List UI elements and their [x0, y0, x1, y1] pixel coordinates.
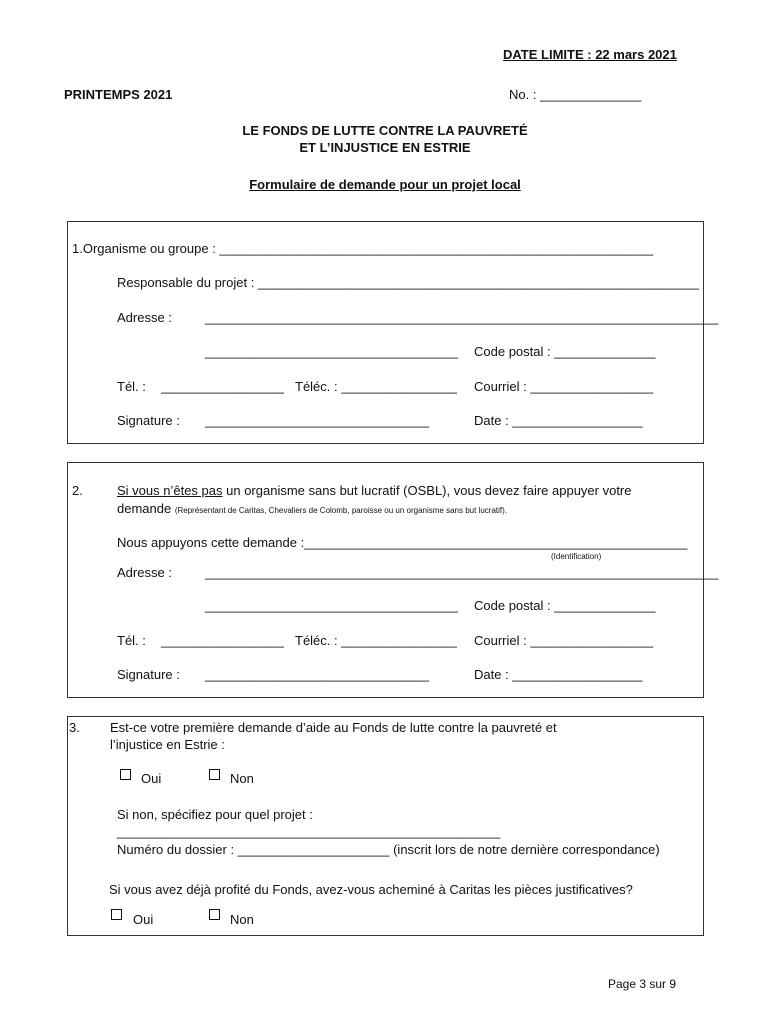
- justification-yes-checkbox[interactable]: [111, 909, 122, 920]
- document-title-line1: LE FONDS DE LUTTE CONTRE LA PAUVRETÉ: [242, 123, 528, 138]
- date-field[interactable]: Date : __________________: [474, 413, 643, 428]
- season-label: PRINTEMPS 2021: [64, 87, 173, 102]
- first-request-yes-checkbox[interactable]: [120, 769, 131, 780]
- file-number-field[interactable]: Numéro du dossier : _____________________ (inscrit lors de notre dernière correspondance): [117, 842, 660, 857]
- section2-demande-line: [117, 501, 507, 516]
- identification-caption: (Identification): [551, 552, 602, 561]
- justification-yes-label: Oui: [133, 912, 154, 927]
- justification-no-label: Non: [230, 912, 254, 927]
- project-responsible-field[interactable]: Responsable du projet : _____________________________________________________________: [117, 275, 699, 290]
- form-subtitle: Formulaire de demande pour un projet local: [249, 177, 521, 192]
- fax-field-2[interactable]: Téléc. : ________________: [295, 633, 457, 648]
- signature-label: Signature :: [117, 413, 180, 428]
- email-field-2[interactable]: Courriel : _________________: [474, 633, 654, 648]
- fax-field[interactable]: Téléc. : ________________: [295, 379, 457, 394]
- address-field-2-line2[interactable]: ___________________________________: [205, 598, 459, 613]
- section3-number: 3.: [69, 720, 80, 735]
- postal-code-field-2[interactable]: Code postal : ______________: [474, 598, 656, 613]
- signature-field-2[interactable]: _______________________________: [205, 667, 430, 682]
- address-field[interactable]: _______________________________________________________________________: [205, 310, 719, 325]
- section2-intro: [117, 483, 632, 498]
- address-label-2: Adresse :: [117, 565, 172, 580]
- application-number-field[interactable]: No. : ______________: [509, 87, 642, 102]
- postal-code-field[interactable]: Code postal : ______________: [474, 344, 656, 359]
- section3-question-line1: Est-ce votre première demande d’aide au Fonds de lutte contre la pauvreté et: [110, 720, 557, 735]
- section2-number: 2.: [72, 483, 83, 498]
- section2-intro-rest: un organisme sans but lucratif (OSBL), vous devez faire appuyer votre: [222, 483, 632, 498]
- section2-demande-note: (Représentant de Caritas, Chevaliers de Colomb, paroisse ou un organisme sans but lucratif).: [174, 506, 508, 515]
- justification-question: Si vous avez déjà profité du Fonds, avez-vous acheminé à Caritas les pièces justificatives?: [109, 882, 633, 897]
- signature-label-2: Signature :: [117, 667, 180, 682]
- first-request-yes-label: Oui: [141, 771, 162, 786]
- project-field[interactable]: _____________________________________________________: [117, 824, 501, 839]
- tel-field-2[interactable]: _________________: [161, 633, 284, 648]
- organism-field[interactable]: 1.Organisme ou groupe : ____________________________________________________________: [72, 241, 654, 256]
- tel-field[interactable]: _________________: [161, 379, 284, 394]
- section3-question-line2: l’injustice en Estrie :: [110, 737, 225, 752]
- first-request-no-checkbox[interactable]: [209, 769, 220, 780]
- address-field-line2[interactable]: ___________________________________: [205, 344, 459, 359]
- section2-demande: demande: [117, 501, 172, 516]
- address-label: Adresse :: [117, 310, 172, 325]
- if-no-label: Si non, spécifiez pour quel projet :: [117, 807, 313, 822]
- justification-no-checkbox[interactable]: [209, 909, 220, 920]
- email-field[interactable]: Courriel : _________________: [474, 379, 654, 394]
- deadline: DATE LIMITE : 22 mars 2021: [503, 47, 677, 62]
- date-field-2[interactable]: Date : __________________: [474, 667, 643, 682]
- first-request-no-label: Non: [230, 771, 254, 786]
- support-field[interactable]: Nous appuyons cette demande :_____________________________________________________: [117, 535, 688, 550]
- tel-label: Tél. :: [117, 379, 146, 394]
- section2-intro-underlined: Si vous n’êtes pas: [117, 483, 223, 498]
- address-field-2[interactable]: _______________________________________________________________________: [205, 565, 719, 580]
- tel-label-2: Tél. :: [117, 633, 146, 648]
- page-number: Page 3 sur 9: [608, 977, 677, 991]
- document-title-line2: ET L’INJUSTICE EN ESTRIE: [299, 140, 471, 155]
- signature-field[interactable]: _______________________________: [205, 413, 430, 428]
